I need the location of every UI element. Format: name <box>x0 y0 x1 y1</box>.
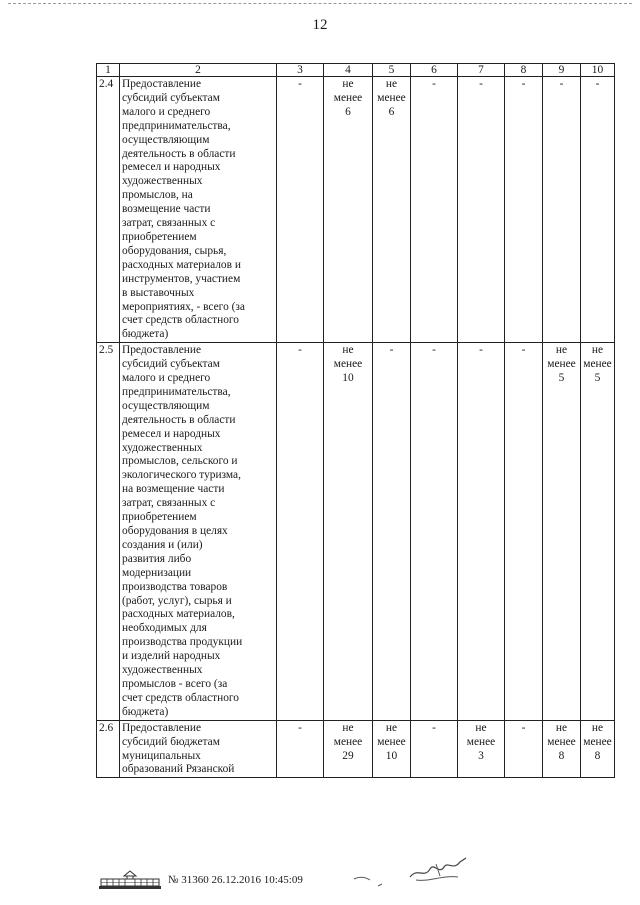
row-description: Предоставление субсидий субъектам малого и среднего предпринимательства, осуществляющим деятельность в области ремесел и народных художественных промыслов, сельского и экологического туризма, на возмещение части затрат, связанных с приобретением оборудования в целях создания и (или) развития либо модернизации производства товаров (работ, услуг), сырья и расходных материалов, необходимых для производства продукции и изделий народных художественных промыслов - всего (за счет средств областного бюджета) <box>120 343 277 720</box>
table-cell: - <box>373 343 411 720</box>
table-cell: не менее 3 <box>458 720 505 778</box>
column-header: 4 <box>324 64 373 77</box>
column-header: 8 <box>505 64 543 77</box>
table-cell: - <box>458 343 505 720</box>
column-header: 6 <box>411 64 458 77</box>
table-cell: не менее 6 <box>373 77 411 343</box>
table-header-row <box>97 64 615 77</box>
table-row <box>97 77 615 343</box>
table-cell: не менее 6 <box>324 77 373 343</box>
column-header: 9 <box>543 64 581 77</box>
table-cell: - <box>277 77 324 343</box>
row-description: Предоставление субсидий субъектам малого и среднего предпринимательства, осуществляющим деятельность в области ремесел и народных художественных промыслов, на возмещение части затрат, связанных с приобретением оборудования, сырья, расходных материалов и инструментов, участием в выставочных мероприятиях, - всего (за счет средств областного бюджета) <box>120 77 277 343</box>
table-cell: не менее 5 <box>543 343 581 720</box>
table-cell: - <box>411 77 458 343</box>
table-cell: - <box>277 720 324 778</box>
table-cell: - <box>505 77 543 343</box>
page-number: 12 <box>312 17 328 33</box>
column-header: 7 <box>458 64 505 77</box>
table-row <box>97 720 615 778</box>
document-stamp: № 31360 26.12.2016 10:45:09 <box>168 874 303 886</box>
column-header: 10 <box>581 64 615 77</box>
table-cell: - <box>581 77 615 343</box>
row-description: Предоставление субсидий бюджетам муниципальных образований Рязанской <box>120 720 277 778</box>
table-cell: - <box>277 343 324 720</box>
table-cell: - <box>543 77 581 343</box>
table-cell: - <box>505 720 543 778</box>
page-top-dashed-line <box>8 3 632 4</box>
row-number: 2.4 <box>97 77 120 343</box>
column-header: 1 <box>97 64 120 77</box>
building-icon <box>99 870 161 895</box>
table-cell: - <box>411 720 458 778</box>
handwritten-signature <box>352 853 482 898</box>
row-number: 2.5 <box>97 343 120 720</box>
table-cell: не менее 10 <box>373 720 411 778</box>
table-cell: не менее 5 <box>581 343 615 720</box>
table-cell: - <box>458 77 505 343</box>
table-row <box>97 343 615 720</box>
column-header: 2 <box>120 64 277 77</box>
column-header: 5 <box>373 64 411 77</box>
table-cell: - <box>505 343 543 720</box>
table-cell: не менее 10 <box>324 343 373 720</box>
table-cell: - <box>411 343 458 720</box>
column-header: 3 <box>277 64 324 77</box>
table-cell: не менее 8 <box>581 720 615 778</box>
row-number: 2.6 <box>97 720 120 778</box>
table-cell: не менее 8 <box>543 720 581 778</box>
table-cell: не менее 29 <box>324 720 373 778</box>
report-table <box>96 63 615 778</box>
